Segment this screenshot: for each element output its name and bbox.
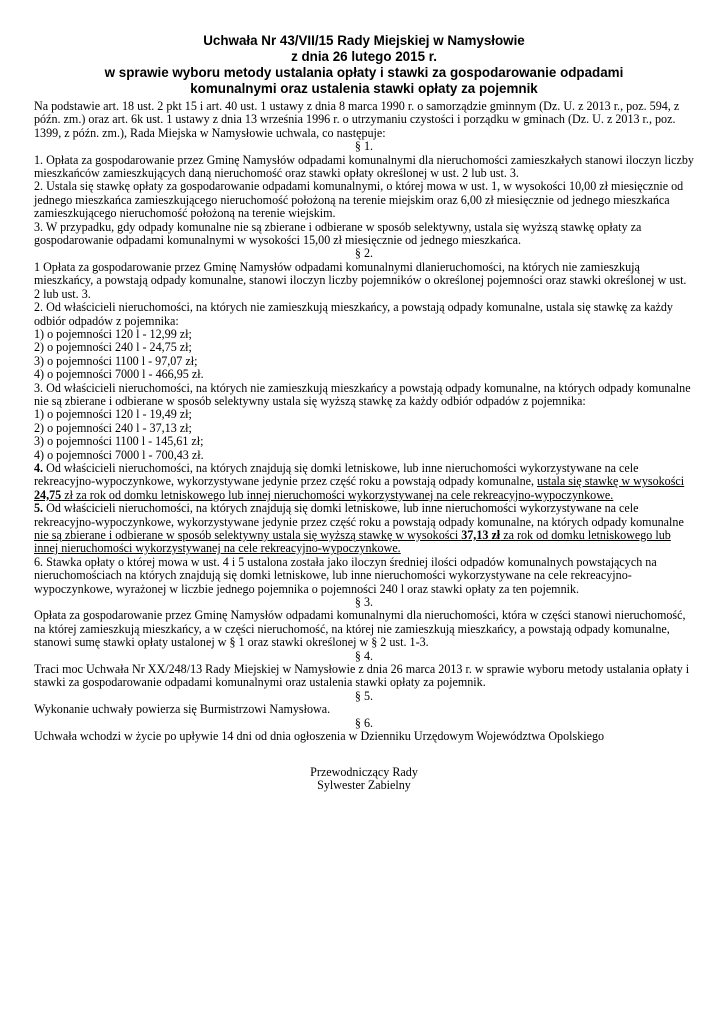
list-item: 2) o pojemności 240 l - 37,13 zł; bbox=[34, 420, 192, 435]
paragraph: Opłata za gospodarowanie przez Gminę Namysłów odpadami komunalnymi dla nieruchomości, która w części stanowi nieruchomość, na której zamieszkują mieszkańcy, a w części nieruchomość, na której nie zamieszkują mieszkańcy, a powstają odpady komunalne, stanowi sumę stawki opłaty ustalonej w § 1 oraz stawki określonej w § 2 ust. 1-3. bbox=[34, 608, 686, 650]
document-page bbox=[34, 33, 694, 792]
paragraph-4 bbox=[34, 462, 694, 502]
paragraph-text: Od właścicieli nieruchomości, na których znajdują się domki letniskowe, lub inne nieruchomości wykorzystywane na cele rekreacyjno-wypoczynkowe, wykorzystywane jedynie przez część roku a powstają odpady komunalne, bbox=[34, 460, 639, 489]
paragraph-text: Od właścicieli nieruchomości, na których znajdują się domki letniskowe, lub inne nieruchomości wykorzystywane na cele rekreacyjno-wypoczynkowe, wykorzystywane jedynie przez część roku a powstają odpady komunalne, na których odpady komunalne bbox=[34, 501, 684, 529]
list-item: 3) o pojemności 1100 l - 97,07 zł; bbox=[34, 353, 198, 368]
title-subject: w sprawie wyboru metody ustalania opłaty i stawki za gospodarowanie odpadami bbox=[104, 65, 624, 80]
signature-role: Przewodniczący Rady bbox=[310, 764, 418, 779]
title-subject: komunalnymi oraz ustalenia stawki opłaty za pojemnik bbox=[190, 81, 538, 96]
list-item: 1) o pojemności 120 l - 12,99 zł; bbox=[34, 326, 192, 341]
section-heading: § 3. bbox=[354, 595, 374, 610]
title-line: Uchwała Nr 43/VII/15 Rady Miejskiej w Namysłowie bbox=[203, 33, 525, 48]
paragraph: 3. W przypadku, gdy odpady komunalne nie są zbierane i odbierane w sposób selektywny, ustala się wyższą stawkę opłaty za gospodarowanie odpadami komunalnymi w wysokości 15,00 zł miesięcznie od jednego mieszkańca. bbox=[34, 219, 642, 248]
paragraph: 3. Od właścicieli nieruchomości, na których nie zamieszkują mieszkańcy a powstają odpady komunalne, na których odpady komunalne nie są zbierane i odbierane w sposób selektywny ustala się wyższą stawkę za każdy odbiór odpadów z pojemnika: bbox=[34, 380, 691, 408]
section-heading: § 2. bbox=[354, 246, 374, 261]
paragraph: 2. Od właścicieli nieruchomości, na których nie zamieszkują mieszkańcy, a powstają odpady komunalne, ustala się stawkę za każdy odbiór odpadów z pojemnika: bbox=[34, 300, 673, 328]
rate-amount: 37,13 zł bbox=[461, 528, 501, 542]
document-title bbox=[34, 33, 694, 97]
list-item: 3) o pojemności 1100 l - 145,61 zł; bbox=[34, 434, 204, 449]
paragraph: Wykonanie uchwały powierza się Burmistrzowi Namysłowa. bbox=[34, 702, 331, 717]
underlined-text: nie są zbierane i odbierane w sposób selektywny ustala się wyższą stawkę w wysokości bbox=[34, 528, 462, 542]
paragraph: 1. Opłata za gospodarowanie przez Gminę Namysłów odpadami komunalnymi dla nieruchomości zamieszkałych stanowi iloczyn liczby mieszkańców zamieszkujących daną nieruchomość oraz stawki opłaty określonej w ust. 2 lub ust. 3. bbox=[34, 152, 694, 181]
list-item: 4) o pojemności 7000 l - 700,43 zł. bbox=[34, 447, 204, 462]
title-date: z dnia 26 lutego 2015 r. bbox=[291, 49, 437, 64]
paragraph-number: 5. bbox=[34, 501, 44, 516]
section-heading: § 4. bbox=[354, 648, 374, 663]
signature-name: Sylwester Zabielny bbox=[317, 777, 411, 792]
section-heading: § 5. bbox=[354, 688, 374, 703]
signature-block bbox=[34, 766, 694, 793]
paragraph: Uchwała wchodzi w życie po upływie 14 dni od dnia ogłoszenia w Dzienniku Urzędowym Województwa Opolskiego bbox=[34, 729, 605, 744]
paragraph: Traci moc Uchwała Nr XX/248/13 Rady Miejskiej w Namysłowie z dnia 26 marca 2013 r. w sprawie wyboru metody ustalania opłaty i stawki za gospodarowanie odpadami komunalnymi oraz ustalenia stawki opłaty za pojemnik. bbox=[34, 662, 690, 690]
paragraph-number: 4. bbox=[34, 460, 44, 475]
underlined-text: zł za rok od domku letniskowego lub innej nieruchomości wykorzystywanej na cele rekreacyjno-wypoczynkowe. bbox=[61, 487, 614, 502]
rate-amount: 24,75 bbox=[34, 487, 62, 502]
list-item: 1) o pojemności 120 l - 19,49 zł; bbox=[34, 407, 192, 422]
paragraph-5 bbox=[34, 502, 694, 556]
list-item: 4) o pojemności 7000 l - 466,95 zł. bbox=[34, 367, 204, 382]
underlined-text: ustala się stawkę w wysokości bbox=[537, 474, 685, 489]
section-heading: § 6. bbox=[354, 715, 374, 730]
document-body bbox=[34, 100, 694, 792]
underlined-text: za rok od domku letniskowego lub innej nieruchomości wykorzystywanej na cele rekreacyjno-wypoczynkowe. bbox=[34, 528, 671, 556]
section-heading: § 1. bbox=[354, 139, 374, 154]
list-item: 2) o pojemności 240 l - 24,75 zł; bbox=[34, 340, 192, 355]
paragraph: 2. Ustala się stawkę opłaty za gospodarowanie odpadami komunalnymi, o której mowa w ust. 1, w wysokości 10,00 zł miesięcznie od jednego mieszkańca zamieszkującego nieruchomość położoną na terenie miejskim oraz 6,00 zł miesięcznie od jednego mieszkańca zamieszkującego nieruchomość położoną na terenie wiejskim. bbox=[34, 179, 684, 221]
paragraph: 6. Stawka opłaty o której mowa w ust. 4 i 5 ustalona została jako iloczyn średniej ilości odpadów komunalnych powstających na nieruchomościach na których znajdują się domki letniskowe, lub inne nieruchomości wykorzystywane na cele rekreacyjno-wypoczynkowe, wyrażonej w liczbie jednego pojemnika o pojemności 240 l oraz stawki opłaty za ten pojemnik. bbox=[34, 554, 657, 596]
paragraph: 1 Opłata za gospodarowanie przez Gminę Namysłów odpadami komunalnymi dlanieruchomości, na których nie zamieszkują mieszkańcy, a powstają odpady komunalne, stanowi iloczyn liczby pojemników o określonej pojemności oraz stawki określonej w ust. 2 lub ust. 3. bbox=[34, 259, 687, 301]
intro-paragraph: Na podstawie art. 18 ust. 2 pkt 15 i art. 40 ust. 1 ustawy z dnia 8 marca 1990 r. o samorządzie gminnym (Dz. U. z 2013 r., poz. 594, z późn. zm.) oraz art. 6k ust. 1 ustawy z dnia 13 września 1996 r. o utrzymaniu czystości i porządku w gminach (Dz. U. z 2013 r., poz. 1399, z późn. zm.), Rada Miejska w Namysłowie uchwala, co następuje: bbox=[34, 99, 680, 140]
